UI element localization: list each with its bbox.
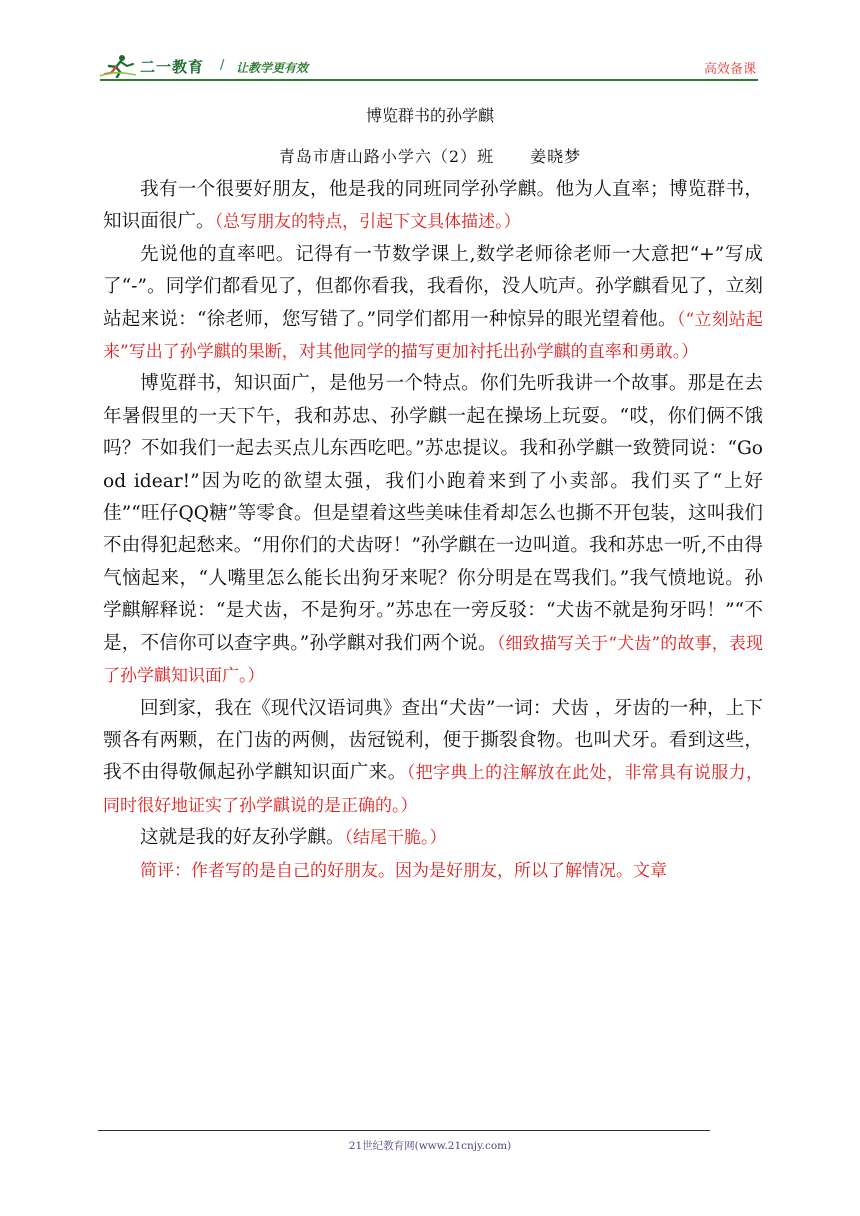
brief-comment: 简评：作者写的是自己的好朋友。因为是好朋友，所以了解情况。文章 bbox=[140, 860, 667, 881]
header-badge: 高效备课 bbox=[703, 62, 756, 77]
paragraph-3 bbox=[103, 368, 763, 692]
footer-text: 21世纪教育网(www.21cnjy.com) bbox=[348, 1140, 512, 1152]
paragraph-text: 先说他的直率吧。记得有一节数学课上,数学老师徐老师一大意把“+”写成了“-”。同学们都看见了，但都你看我，我看你，没人吭声。孙学麒看见了，立刻站起来说：“徐老师，您写错了。”同学们都用一种惊异的眼光望着他。 bbox=[103, 243, 763, 330]
logo bbox=[100, 54, 330, 78]
paragraph-1 bbox=[103, 174, 763, 239]
paragraph-2 bbox=[103, 239, 763, 369]
article-body bbox=[103, 174, 763, 887]
paragraph-text: 回到家，我在《现代汉语词典》查出“犬齿”一词：犬齿 ，牙齿的一种，上下颚各有两颗，在门齿的两侧，齿冠锐利，便于撕裂食物。也叫犬牙。看到这些，我不由得敬佩起孙学麒知识面广来。 bbox=[103, 697, 763, 784]
paragraph-text: 这就是我的好友孙学麒。 bbox=[140, 827, 345, 849]
page-header bbox=[100, 50, 760, 80]
paragraph-4 bbox=[103, 693, 763, 823]
paragraph-5 bbox=[103, 822, 763, 854]
annotation: （细致描写关于“犬齿”的故事，表现了孙学麒知识面广。） bbox=[103, 633, 763, 687]
author-school: 青岛市唐山路小学六（2）班 bbox=[278, 147, 495, 166]
annotation: （把字典上的注解放在此处，非常具有说服力，同时很好地证实了孙学麒说的是正确的。） bbox=[103, 763, 763, 816]
paragraph-text: 博览群书，知识面广，是他另一个特点。你们先听我讲一个故事。那是在去年暑假里的一天下午，我和苏忠、孙学麒一起在操场上玩耍。“哎，你们俩不饿吗？不如我们一起去买点儿东西吃吧。”苏忠提议。我和孙学麒一致赞同说：“Good idear!”因为吃的欲望太强，我们小跑着来到了小卖部。我们买了“上好佳”“旺仔QQ糖”等零食。但是望着这些美味佳肴却怎么也撕不开包装，这叫我们不由得犯起愁来。“用你们的犬齿呀！”孙学麒在一边叫道。我和苏忠一听,不由得气恼起来，“人嘴里怎么能长出狗牙来呢？你分明是在骂我们。”我气愤地说。孙学麒解释说：“是犬齿，不是狗牙。”苏忠在一旁反驳：“犬齿不就是狗牙吗！”“不是，不信你可以查字典。”孙学麒对我们两个说。 bbox=[103, 373, 763, 654]
header-divider bbox=[100, 79, 758, 81]
brand-name: 二一教育 bbox=[140, 58, 205, 76]
footer-divider bbox=[98, 1130, 710, 1131]
author-name: 姜晓梦 bbox=[530, 147, 582, 166]
brand-slogan: 让教学更有效 bbox=[236, 61, 309, 75]
article-byline bbox=[0, 144, 860, 167]
header-separator: / bbox=[220, 58, 225, 73]
annotation: （总写朋友的特点，引起下文具体描述。） bbox=[214, 212, 521, 233]
article-title: 博览群书的孙学麒 bbox=[365, 106, 494, 125]
annotation: （结尾干脆。） bbox=[344, 828, 447, 849]
running-figure-icon bbox=[100, 54, 138, 78]
annotation: （“立刻站起来”写出了孙学麒的果断，对其他同学的描写更加衬托出孙学麒的直率和勇敢。） bbox=[103, 309, 763, 363]
paragraph-text: 我有一个很要好朋友，他是我的同班同学孙学麒。他为人直率；博览群书，知识面很广。 bbox=[103, 179, 763, 233]
